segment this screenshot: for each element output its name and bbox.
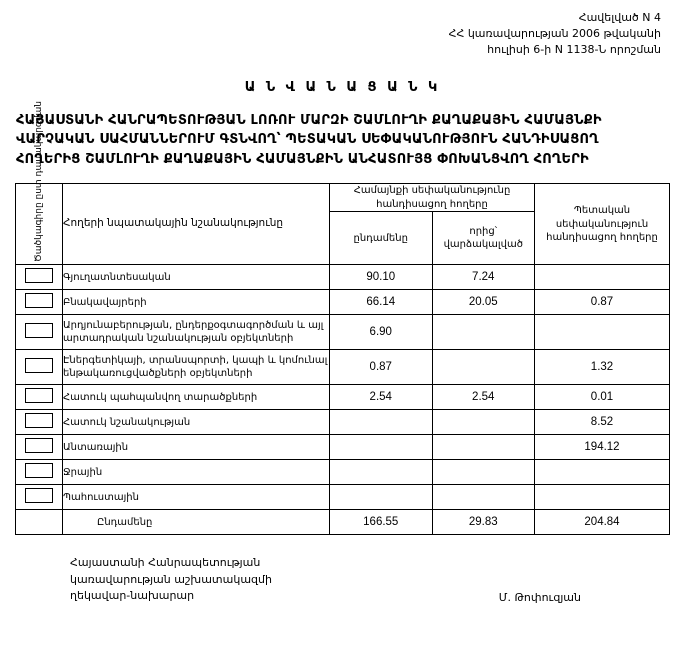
row-state xyxy=(535,485,670,510)
row-state: 8.52 xyxy=(535,410,670,435)
row-name: Պահուստային xyxy=(63,485,330,510)
row-community-leased xyxy=(432,460,535,485)
subtitle-line-2: ՎԱՐՉԱԿԱՆ ՍԱՀՄԱՆՆԵՐՈՒՄ ԳՏՆՎՈՂ՝ ՊԵՏԱԿԱՆ ՍԵՓԱԿԱՆՈՒԹՅՈՒՆ ՀԱՆԴԻՍԱՑՈՂ xyxy=(16,132,599,148)
table-row xyxy=(16,385,670,410)
row-code-cell xyxy=(16,460,63,485)
row-code-cell xyxy=(16,410,63,435)
document-subtitle xyxy=(16,111,669,170)
page-title: Ա Ն Վ Ա Ն Ա Ց Ա Ն Կ xyxy=(244,79,441,95)
code-box[interactable] xyxy=(25,358,53,373)
row-community-total xyxy=(330,410,433,435)
header-code-label: Ծածկագիրը ըստ դասակարգման xyxy=(33,101,44,263)
total-state: 204.84 xyxy=(535,510,670,535)
code-box[interactable] xyxy=(25,438,53,453)
header-line-1: Հավելված N 4 xyxy=(578,11,661,24)
row-name: Արդյունաբերության, ընդերքօգտագործման և այլ արտադրական նշանակության օբյեկտների xyxy=(63,315,330,350)
header-line-3: հուլիսի 6-ի N 1138-Ն որոշման xyxy=(487,42,661,56)
row-state xyxy=(535,265,670,290)
table-header-row-1 xyxy=(16,184,670,212)
total-community-leased: 29.83 xyxy=(432,510,535,535)
row-community-leased xyxy=(432,410,535,435)
row-community-total xyxy=(330,435,433,460)
row-name: Անտառային xyxy=(63,435,330,460)
row-community-total: 90.10 xyxy=(330,265,433,290)
code-box[interactable] xyxy=(25,268,53,283)
table-total-row xyxy=(16,510,670,535)
table-body xyxy=(16,265,670,535)
footer-line-1: Հայաստանի Հանրապետության xyxy=(70,556,261,570)
header-community-total: ընդամենը xyxy=(330,212,433,265)
row-name: Հատուկ նշանակության xyxy=(63,410,330,435)
code-box[interactable] xyxy=(25,388,53,403)
table-row xyxy=(16,290,670,315)
row-code-cell xyxy=(16,350,63,385)
row-name: Ջրային xyxy=(63,460,330,485)
row-community-leased xyxy=(432,315,535,350)
header-line-2: ՀՀ կառավարության 2006 թվականի xyxy=(448,26,661,40)
document-header xyxy=(14,10,671,58)
table-row xyxy=(16,315,670,350)
code-box[interactable] xyxy=(25,293,53,308)
row-community-leased xyxy=(432,435,535,460)
row-community-total xyxy=(330,460,433,485)
signature-name: Մ. Թոփուզյան xyxy=(498,590,581,604)
row-name: Էներգետիկայի, տրանսպորտի, կապի և կոմունալ ենթակառուցվածքների օբյեկտների xyxy=(63,350,330,385)
row-community-total: 0.87 xyxy=(330,350,433,385)
table-row xyxy=(16,350,670,385)
code-box[interactable] xyxy=(25,463,53,478)
row-community-leased xyxy=(432,485,535,510)
row-code-cell xyxy=(16,435,63,460)
table-row xyxy=(16,435,670,460)
header-community-group: Համայնքի սեփականությունը հանդիսացող հողերը xyxy=(330,184,535,212)
table-row xyxy=(16,460,670,485)
row-community-total: 66.14 xyxy=(330,290,433,315)
code-box[interactable] xyxy=(25,488,53,503)
footer-line-2: կառավարության աշխատակազմի xyxy=(70,572,272,586)
row-community-leased: 2.54 xyxy=(432,385,535,410)
row-name: Գյուղատնտեսական xyxy=(63,265,330,290)
header-community-leased: որից՝ վարձակալված xyxy=(432,212,535,265)
row-state: 194.12 xyxy=(535,435,670,460)
subtitle-line-1: ՀԱՅԱՍՏԱՆԻ ՀԱՆՐԱՊԵՏՈՒԹՅԱՆ ԼՈՌՈՒ ՄԱՐԶԻ ՇԱՄԼՈՒՂԻ ՔԱՂԱՔԱՅԻՆ ՀԱՄԱՅՆՔԻ xyxy=(16,112,602,128)
total-community-total: 166.55 xyxy=(330,510,433,535)
row-code-cell xyxy=(16,290,63,315)
row-community-leased: 20.05 xyxy=(432,290,535,315)
row-community-total: 2.54 xyxy=(330,385,433,410)
table-row xyxy=(16,265,670,290)
row-state xyxy=(535,315,670,350)
code-box[interactable] xyxy=(25,413,53,428)
row-community-total: 6.90 xyxy=(330,315,433,350)
code-box[interactable] xyxy=(25,323,53,338)
row-state xyxy=(535,460,670,485)
row-community-leased: 7.24 xyxy=(432,265,535,290)
row-state: 0.87 xyxy=(535,290,670,315)
row-code-cell xyxy=(16,315,63,350)
table-row xyxy=(16,485,670,510)
row-community-leased xyxy=(432,350,535,385)
row-state: 1.32 xyxy=(535,350,670,385)
total-label: Ընդամենը xyxy=(63,510,330,535)
header-name: Հողերի նպատակային նշանակությունը xyxy=(63,184,330,265)
row-code-cell xyxy=(16,265,63,290)
table-row xyxy=(16,410,670,435)
row-name: Բնակավայրերի xyxy=(63,290,330,315)
header-state: Պետական սեփականություն հանդիսացող հողերը xyxy=(535,184,670,265)
subtitle-line-3: ՀՈՂԵՐԻՑ ՇԱՄԼՈՒՂԻ ՔԱՂԱՔԱՅԻՆ ՀԱՄԱՅՆՔԻՆ ԱՆՀԱՏՈՒՅՑ ՓՈԽԱՆՑՎՈՂ ՀՈՂԵՐԻ xyxy=(16,151,589,167)
row-code-cell xyxy=(16,485,63,510)
footer-line-3: ղեկավար-նախարար xyxy=(70,589,195,603)
row-code-cell xyxy=(16,385,63,410)
total-code-cell xyxy=(16,510,63,535)
row-name: Հատուկ պահպանվող տարածքների xyxy=(63,385,330,410)
row-state: 0.01 xyxy=(535,385,670,410)
row-community-total xyxy=(330,485,433,510)
header-code xyxy=(16,101,63,265)
